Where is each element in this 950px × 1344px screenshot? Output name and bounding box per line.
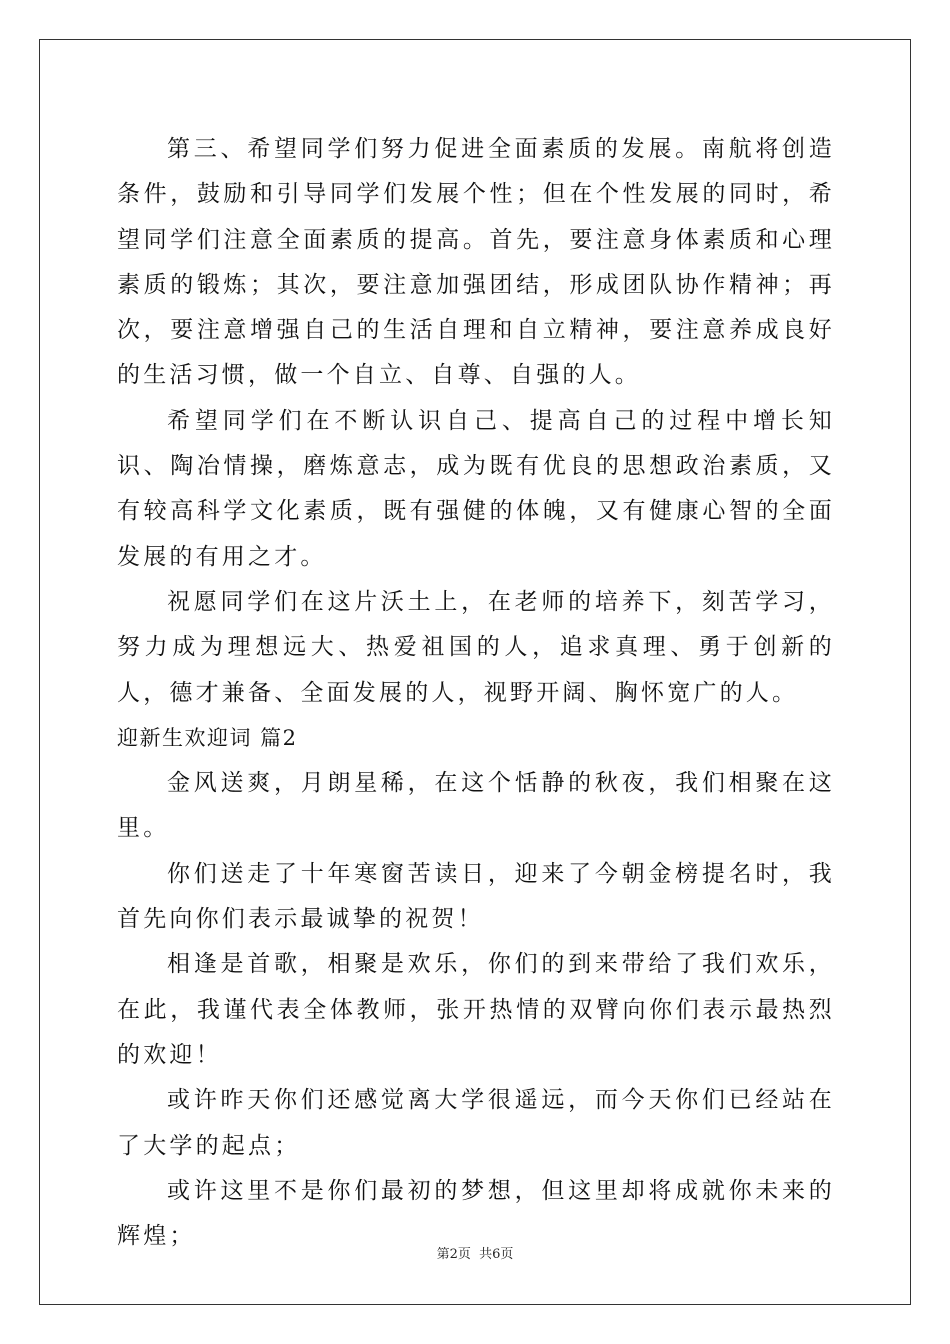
paragraph-university-start: 或许昨天你们还感觉离大学很遥远，而今天你们已经站在了大学的起点； [117,1087,835,1159]
paragraph-autumn-night: 金风送爽，月朗星稀，在这个恬静的秋夜，我们相聚在这里。 [117,770,835,842]
paragraph-future-glory: 或许这里不是你们最初的梦想，但这里却将成就你未来的辉煌； [117,1177,835,1250]
section-heading: 迎新生欢迎词 篇2 [117,725,298,750]
page-total: 共6页 [479,1247,514,1262]
paragraph-hope-knowledge: 希望同学们在不断认识自己、提高自己的过程中增长知识、陶冶情操，磨炼意志，成为既有优良的思想政治素质，又有较高科学文化素质，既有强健的体魄，又有健康心智的全面发展的有用之才。 [117,407,835,570]
paragraph-quality-development: 第三、希望同学们努力促进全面素质的发展。南航将创造条件，鼓励和引导同学们发展个性；但在个性发展的同时，希望同学们注意全面素质的提高。首先，要注意身体素质和心理素质的锻炼；其次，要注意加强团结，形成团队协作精神；再次，要注意增强自己的生活自理和自立精神，要注意养成良好的生活习惯，做一个自立、自尊、自强的人。 [117,136,835,389]
page-number: 第2页 [436,1247,471,1262]
paragraph-wishes: 祝愿同学们在这片沃土上，在老师的培养下，刻苦学习，努力成为理想远大、热爱祖国的人，追求真理、勇于创新的人，德才兼备、全面发展的人，视野开阔、胸怀宽广的人。 [117,588,835,706]
paragraph-welcome: 相逢是首歌，相聚是欢乐，你们的到来带给了我们欢乐，在此，我谨代表全体教师，张开热情的双臂向你们表示最热烈的欢迎！ [117,951,835,1068]
document-body [117,127,835,1259]
page-footer [0,1246,950,1264]
paragraph-congratulations: 你们送走了十年寒窗苦读日，迎来了今朝金榜提名时，我首先向你们表示最诚挚的祝贺！ [117,860,835,933]
